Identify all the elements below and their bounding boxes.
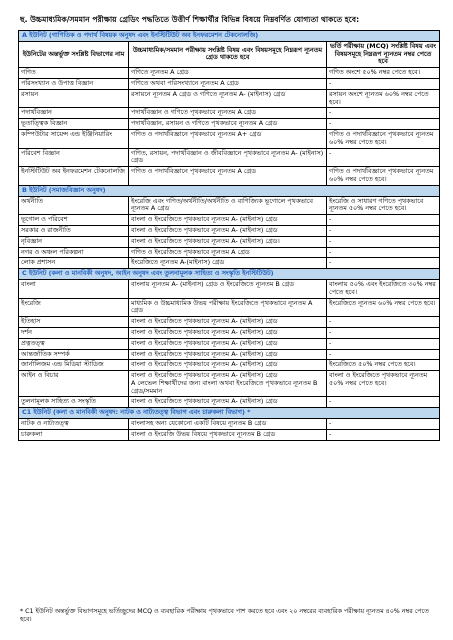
mcq-requirement: -: [327, 397, 440, 408]
grade-requirement: বাংলা ও ইংরেজিতে পৃথকভাবে ন্যূনতম A- (মাইনাস) গ্রেড।: [129, 236, 327, 247]
grade-requirement: বাংলা ও ইংরেজি উভয় বিষয়ে পৃথকভাবে ন্যূনতম B গ্রেড: [129, 429, 327, 440]
grade-requirement: বাংলা ও ইংরেজিতে পৃথকভাবে ন্যূনতম A- (মাইনাস) গ্রেড: [129, 215, 327, 226]
mcq-requirement: -: [327, 338, 440, 349]
table-row: [19, 349, 440, 360]
department-name: তুলনামূলক সাহিত্য ও সংস্কৃতি: [19, 397, 129, 408]
eligibility-table: [18, 30, 440, 441]
grade-requirement: পদার্থবিজ্ঞান ও গণিতে পৃথকভাবে ন্যূনতম A গ্রেড: [129, 108, 327, 119]
table-row: [19, 89, 440, 108]
table-row: [19, 247, 440, 258]
department-name: নৃবিজ্ঞান: [19, 236, 129, 247]
intro-heading: ছ. উচ্চমাধ্যমিক/সমমান পরীক্ষায় গ্রেডিং পদ্ধতিতে উত্তীর্ণ শিক্ষার্থীর বিভিন্ন বিষয়ে নিম্নবর্ণিত যোগ্যতা থাকতে হবে:: [20, 15, 360, 24]
table-row: [19, 397, 440, 408]
section-title: A ইউনিট (গাণিতিক ও পদার্থ বিষয়ক অনুষদ এবং ইনস্টিটিউট অব ইনফরমেশন টেকনোলজি): [19, 31, 440, 42]
department-name: জার্নালিজম এন্ড মিডিয়া স্টাডিজ: [19, 360, 129, 371]
department-name: অর্থনীতি: [19, 196, 129, 215]
grade-requirement: গণিত ও ইংরেজিতে পৃথকভাবে ন্যূনতম A গ্রেড: [129, 247, 327, 258]
column-header: ইউনিটের অন্তর্ভুক্ত সংশ্লিষ্ট বিভাগের নাম: [19, 41, 129, 67]
table-row: [19, 298, 440, 317]
table-row: [19, 68, 440, 79]
grade-requirement: বাংলা ও ইংরেজিতে পৃথকভাবে ন্যূনতম A- (মাইনাস) গ্রেড: [129, 338, 327, 349]
grade-requirement: মাধ্যমিক ও উচ্চমাধ্যমিক উভয় পরীক্ষায় ইংরেজিতে পৃথকভাবে ন্যূনতম A গ্রেড: [129, 298, 327, 317]
section-title: C ইউনিট (কলা ও মানবিকী অনুষদ, আইন অনুষদ এবং তুলনামূলক সাহিত্য ও সংস্কৃতি ইনস্টিটিউট): [19, 269, 440, 280]
table-row: [19, 148, 440, 167]
department-name: গণিত: [19, 68, 129, 79]
mcq-requirement: -: [327, 225, 440, 236]
grade-requirement: ইংরেজিতে ন্যূনতম A-(মাইনাস) গ্রেড: [129, 258, 327, 269]
mcq-requirement: -: [327, 258, 440, 269]
table-row: [19, 215, 440, 226]
department-name: পরিসংখ্যান ও উপাত্ত বিজ্ঞান: [19, 78, 129, 89]
table-row: [19, 167, 440, 186]
section-header-row: [19, 185, 440, 196]
grade-requirement: পদার্থবিজ্ঞান, রসায়ন ও গণিতে পৃথকভাবে ন্যূনতম A গ্রেড: [129, 119, 327, 130]
department-name: আইন ও বিচার: [19, 371, 129, 397]
grade-requirement: ইংরেজি এবং গণিত/অর্থনীতি/অর্থনীতি ও বাণিজ্যিক ভূগোলে পৃথকভাবে ন্যূনতম A গ্রেড: [129, 196, 327, 215]
mcq-requirement: -: [327, 215, 440, 226]
mcq-requirement: -: [327, 148, 440, 167]
mcq-requirement: ইংরেজিতে ৫০% নম্বর পেতে হবে।: [327, 360, 440, 371]
mcq-requirement: গণিত ও পদার্থবিজ্ঞানে পৃথকভাবে ন্যূনতম ৬০% নম্বর পেতে হবে।: [327, 129, 440, 148]
table-row: [19, 429, 440, 440]
department-name: নগর ও অঞ্চল পরিকল্পনা: [19, 247, 129, 258]
table-row: [19, 338, 440, 349]
column-header: উচ্চমাধ্যমিক/সমমান পরীক্ষায় সংশ্লিষ্ট বিষয় এবং বিষয়সমূহে নিম্নরূপ ন্যূনতম গ্রেড থাকতে হবে: [129, 41, 327, 67]
department-name: পদার্থবিজ্ঞান: [19, 108, 129, 119]
mcq-requirement: -: [327, 317, 440, 328]
department-name: দর্শন: [19, 327, 129, 338]
grade-requirement: রসায়নে ন্যূনতম A গ্রেড ও গণিতে ন্যূনতম A- (মাইনাস) গ্রেড: [129, 89, 327, 108]
grade-requirement: বাংলা ও ইংরেজিতে পৃথকভাবে ন্যূনতম A- (মাইনাস) গ্রেড: [129, 360, 327, 371]
table-row: [19, 129, 440, 148]
table-row: [19, 119, 440, 130]
department-name: ইনস্টিটিউট অব ইনফরমেশন টেকনোলজি: [19, 167, 129, 186]
department-name: চারুকলা: [19, 429, 129, 440]
department-name: আন্তর্জাতিক সম্পর্ক: [19, 349, 129, 360]
section-header-row: [19, 269, 440, 280]
grade-requirement: বাংলায় ন্যূনতম A- (মাইনাস) গ্রেড ও ইংরেজিতে ন্যূনতম B গ্রেড: [129, 279, 327, 298]
grade-requirement: বাংলা ও ইংরেজিতে পৃথকভাবে ন্যূনতম A- (মাইনাস) গ্রেড: [129, 327, 327, 338]
mcq-requirement: -: [327, 419, 440, 430]
section-header-row: [19, 408, 440, 419]
table-row: [19, 371, 440, 397]
section-title: C1 ইউনিট (কলা ও মানবিকী অনুষদ: নাটক ও নাট্যতত্ত্ব বিভাগ এবং চারুকলা বিভাগ) *: [19, 408, 440, 419]
grade-requirement: বাংলা ও ইংরেজিতে পৃথকভাবে ন্যূনতম A- (মাইনাস) গ্রেড: [129, 317, 327, 328]
department-name: ভূগোল ও পরিবেশ: [19, 215, 129, 226]
mcq-requirement: গণিত ও পদার্থবিজ্ঞানে পৃথকভাবে ন্যূনতম ৬০% নম্বর পেতে হবে।: [327, 167, 440, 186]
table-row: [19, 78, 440, 89]
section-title: B ইউনিট (সমাজবিজ্ঞান অনুষদ): [19, 185, 440, 196]
department-name: রসায়ন: [19, 89, 129, 108]
mcq-requirement: বাংলা ও ইংরেজিতে পৃথকভাবে ন্যূনতম ৫০% নম্বর পেতে হবে।: [327, 371, 440, 397]
footnote: * C1 ইউনিট অন্তর্ভুক্ত বিভাগসমূহে ভর্তিচ্ছুদের MCQ ও ব্যবহারিক পরীক্ষায় পৃথকভাবে পাশ করতে হবে এবং ২০ নম্বরের ব্যবহারিক পরীক্ষায় ন্যূনতম ৪০% নম্বর পেতে হবে।: [20, 608, 429, 623]
table-row: [19, 108, 440, 119]
table-row: [19, 317, 440, 328]
mcq-requirement: -: [327, 78, 440, 89]
table-row: [19, 196, 440, 215]
table-row: [19, 225, 440, 236]
grade-requirement: গণিতে অথবা পরিসংখ্যানে ন্যূনতম A গ্রেড: [129, 78, 327, 89]
mcq-requirement: ইংরেজি ও সাধারণ গণিতে পৃথকভাবে ন্যূনতম ৫০% নম্বর পেতে হবে।: [327, 196, 440, 215]
table-row: [19, 279, 440, 298]
table-row: [19, 419, 440, 430]
grade-requirement: গণিতে ন্যূনতম A গ্রেড: [129, 68, 327, 79]
grade-requirement: বাংলা ও ইংরেজিতে পৃথকভাবে ন্যূনতম A- (মাইনাস) গ্রেড: [129, 225, 327, 236]
table-row: [19, 258, 440, 269]
department-name: ভূতাত্ত্বিক বিজ্ঞান: [19, 119, 129, 130]
column-header-row: [19, 41, 440, 67]
grade-requirement: বাংলা ও ইংরেজিতে পৃথকভাবে ন্যূনতম A- (মাইনাস) গ্রেড A লেভেল শিক্ষার্থীদের জন্য বাংলা অথবা ইংরেজিতে পৃথকভাবে ন্যূনতম B গ্রেড/সমমান: [129, 371, 327, 397]
mcq-requirement: -: [327, 108, 440, 119]
mcq-requirement: বাংলায় ৫০% এবং ইংরেজিতে ৩০% নম্বর পেতে হবে।: [327, 279, 440, 298]
table-row: [19, 327, 440, 338]
department-name: পরিবেশ বিজ্ঞান: [19, 148, 129, 167]
grade-requirement: গণিত ও পদার্থবিজ্ঞানে পৃথকভাবে ন্যূনতম A+ গ্রেড: [129, 129, 327, 148]
mcq-requirement: ইংরেজিতে ন্যূনতম ৬০% নম্বর পেতে হবে।: [327, 298, 440, 317]
department-name: ইতিহাস: [19, 317, 129, 328]
mcq-requirement: -: [327, 247, 440, 258]
mcq-requirement: -: [327, 349, 440, 360]
column-header: ভর্তি পরীক্ষায় (MCQ) সংশ্লিষ্ট বিষয় এবং বিষয়সমূহে নিম্নরূপ ন্যূনতম নম্বর পেতে হবে: [327, 41, 440, 67]
grade-requirement: গণিত, রসায়ন, পদার্থবিজ্ঞান ও জীববিজ্ঞানে পৃথকভাবে ন্যূনতম A- (মাইনাস) গ্রেড: [129, 148, 327, 167]
grade-requirement: বাংলাসহ অন্য যেকোনো একটি বিষয়ে ন্যূনতম B গ্রেড: [129, 419, 327, 430]
section-header-row: [19, 31, 440, 42]
table-row: [19, 360, 440, 371]
department-name: প্রত্নতত্ত্ব: [19, 338, 129, 349]
department-name: কম্পিউটার সায়েন্স এন্ড ইঞ্জিনিয়ারিং: [19, 129, 129, 148]
department-name: সরকার ও রাজনীতি: [19, 225, 129, 236]
grade-requirement: বাংলা ও ইংরেজিতে পৃথকভাবে ন্যূনতম A- (মাইনাস) গ্রেড: [129, 397, 327, 408]
mcq-requirement: -: [327, 236, 440, 247]
department-name: নাটক ও নাট্যতত্ত্ব: [19, 419, 129, 430]
mcq-requirement: গণিত অংশে ৫০% নম্বর পেতে হবে।: [327, 68, 440, 79]
mcq-requirement: -: [327, 119, 440, 130]
department-name: লোক প্রশাসন: [19, 258, 129, 269]
mcq-requirement: -: [327, 429, 440, 440]
mcq-requirement: -: [327, 327, 440, 338]
department-name: ইংরেজি: [19, 298, 129, 317]
grade-requirement: গণিত ও পদার্থবিজ্ঞানে পৃথকভাবে ন্যূনতম A গ্রেড: [129, 167, 327, 186]
mcq-requirement: রসায়ন অংশে ন্যূনতম ৬০% নম্বর পেতে হবে।: [327, 89, 440, 108]
table-row: [19, 236, 440, 247]
department-name: বাংলা: [19, 279, 129, 298]
grade-requirement: বাংলা ও ইংরেজিতে পৃথকভাবে ন্যূনতম A- (মাইনাস) গ্রেড: [129, 349, 327, 360]
